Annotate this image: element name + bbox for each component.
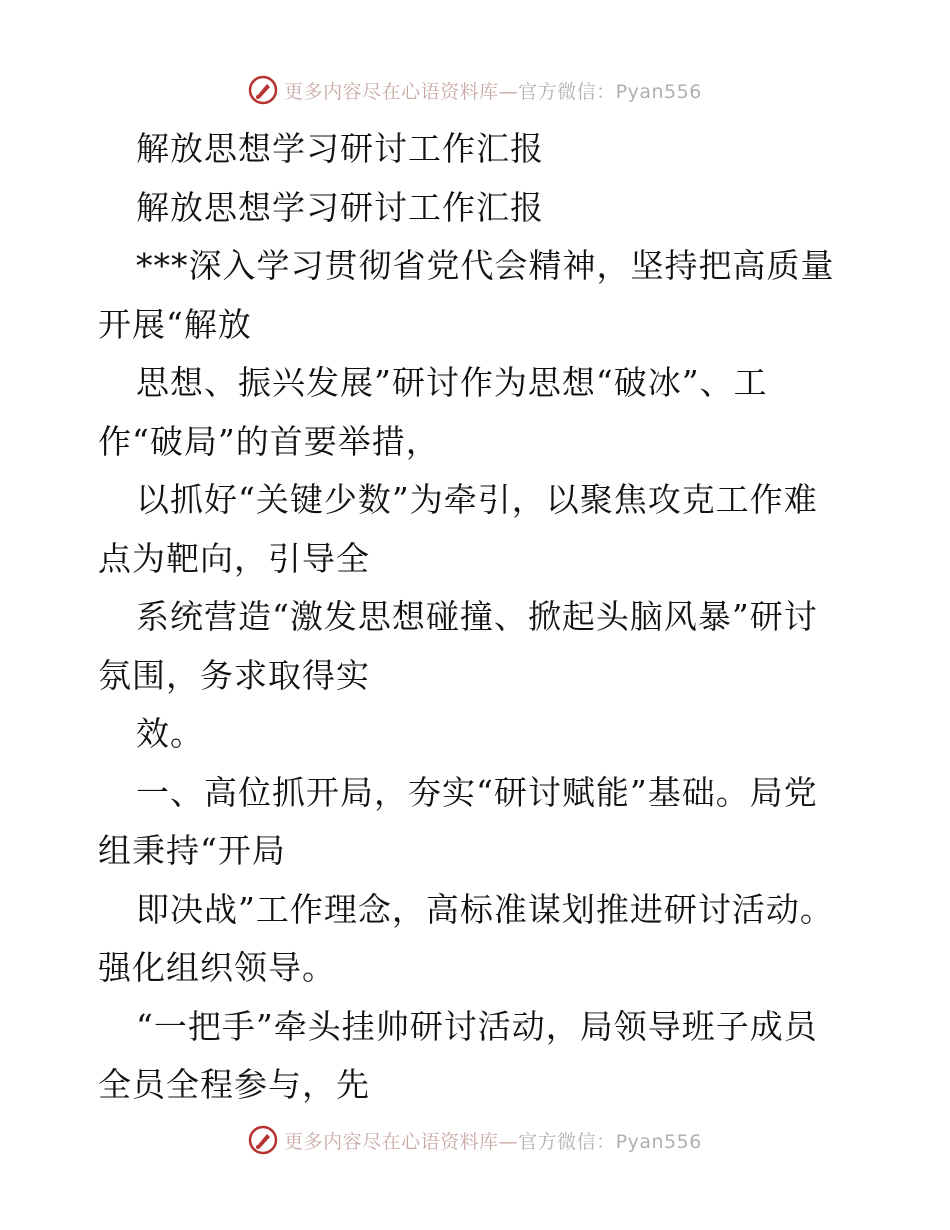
- doc-text-line: 思想、振兴发展”研讨作为思想“破冰”、工: [136, 363, 768, 402]
- doc-text-line: 强化组织领导。: [98, 948, 336, 987]
- doc-text-line: 作“破局”的首要举措，: [98, 421, 440, 461]
- watermark-text: 更多内容尽在心语资料库—官方微信：Pyan556: [284, 80, 702, 103]
- header-watermark: [0, 70, 950, 110]
- doc-text-line: “一把手”牵头挂帅研讨活动，局领导班子成员: [136, 1006, 818, 1046]
- doc-section-heading-line: 一、高位抓开局，夯实“研讨赋能”基础。局党: [136, 772, 818, 812]
- doc-text-line: 开展“解放: [98, 304, 252, 344]
- doc-text-line: 组秉持“开局: [98, 831, 286, 870]
- pen-nib-logo-icon: [248, 1125, 278, 1155]
- document-body: [98, 120, 858, 1115]
- pen-nib-logo-icon: [248, 75, 278, 105]
- doc-text-line: 以抓好“关键少数”为牵引，以聚焦攻克工作难: [136, 480, 818, 519]
- doc-text-line: 系统营造“激发思想碰撞、掀起头脑风暴”研讨: [136, 597, 818, 636]
- watermark-text: 更多内容尽在心语资料库—官方微信：Pyan556: [284, 1130, 702, 1153]
- doc-text-line: 效。: [136, 714, 204, 753]
- doc-text-line: 全员全程参与，先: [98, 1065, 370, 1104]
- doc-text-line: ***深入学习贯彻省党代会精神，坚持把高质量: [136, 246, 835, 285]
- doc-text-line: 氛围，务求取得实: [98, 655, 370, 695]
- doc-text-line: 即决战”工作理念，高标准谋划推进研讨活动。: [136, 889, 834, 929]
- doc-title-line: 解放思想学习研讨工作汇报: [136, 187, 544, 227]
- doc-title-line: 解放思想学习研讨工作汇报: [136, 129, 544, 168]
- footer-watermark: [0, 1120, 950, 1160]
- doc-text-line: 点为靶向，引导全: [98, 538, 370, 578]
